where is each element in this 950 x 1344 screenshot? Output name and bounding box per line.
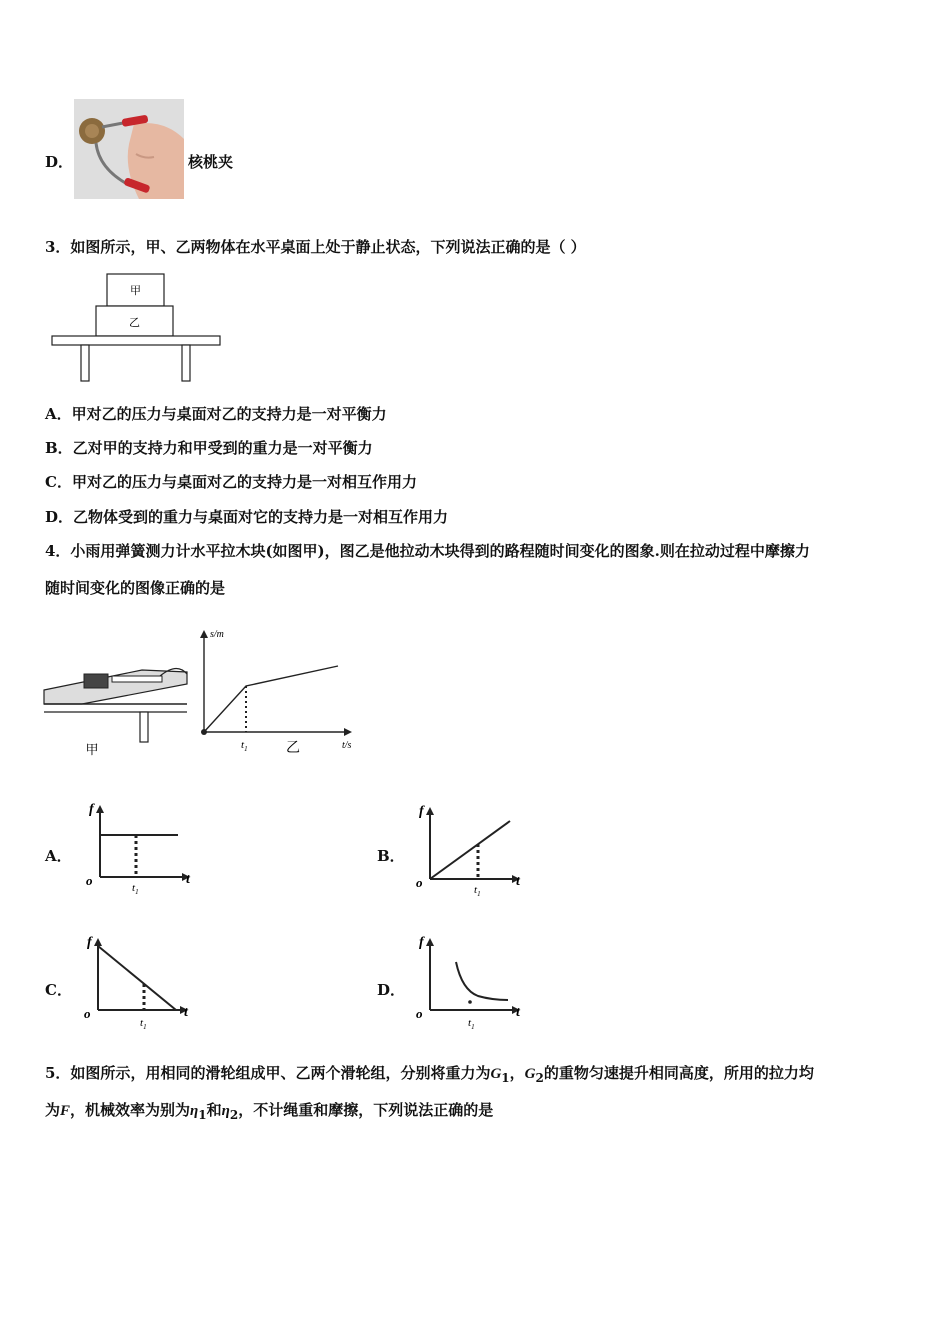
q4-fig-yi-graph <box>196 624 366 758</box>
q3-option-a: A．甲对乙的压力与桌面对乙的支持力是一对平衡力 <box>45 405 387 423</box>
tick-t1: $t_1$ <box>468 1017 475 1031</box>
origin: o <box>416 1006 423 1021</box>
tick-t1: $t_1$ <box>241 739 248 753</box>
q4-option-d-graph <box>412 928 532 1032</box>
wooden-block <box>84 674 108 688</box>
block-jia-label: 甲 <box>130 285 141 297</box>
y-axis-f: f <box>89 802 94 817</box>
x-axis-label: t/s <box>342 740 352 751</box>
q4-fig-jia <box>42 660 192 760</box>
q4-option-d-label: D． <box>377 981 406 999</box>
q3-option-c: C．甲对乙的压力与桌面对乙的支持力是一对相互作用力 <box>45 473 417 491</box>
walnut-cracker-photo <box>74 99 184 199</box>
q4-stem-line2: 随时间变化的图像正确的是 <box>45 579 226 597</box>
q4-option-a-label: A． <box>45 847 72 865</box>
q4-option-c-label: C． <box>45 981 72 999</box>
origin: o <box>84 1006 91 1021</box>
tabletop <box>52 336 220 345</box>
q4-option-b-graph <box>412 797 532 899</box>
block-yi-label: 乙 <box>129 317 140 329</box>
y-axis-f: f <box>419 935 424 950</box>
origin: o <box>416 875 423 890</box>
fig-yi-label: 乙 <box>286 741 300 756</box>
q3-stem: 3．如图所示，甲、乙两物体在水平桌面上处于静止状态，下列说法正确的是（ ） <box>45 238 586 256</box>
q5-stem-line1: 5．如图所示，用相同的滑轮组成甲、乙两个滑轮组，分别将重力为$G_1$，$G_2$的重物匀速提升相同高度，所用的拉力均 <box>45 1064 814 1085</box>
q4-option-b-label: B． <box>377 847 405 865</box>
y-axis-f: f <box>419 804 424 819</box>
tick-t1: $t_1$ <box>474 884 481 898</box>
q4-stem-line1: 4．小雨用弹簧测力计水平拉木块(如图甲)，图乙是他拉动木块得到的路程随时间变化的图象.则在拉动过程中摩擦力 <box>45 542 810 560</box>
x-axis-t: t <box>516 874 520 889</box>
y-axis-label: s/m <box>210 629 224 640</box>
q3-option-d: D．乙物体受到的重力与桌面对它的支持力是一对相互作用力 <box>45 508 449 526</box>
tick-t1: $t_1$ <box>140 1017 147 1031</box>
fig-jia-label: 甲 <box>85 742 99 757</box>
q5-stem-line2: 为F，机械效率为别为$\eta_1$和$\eta_2$，不计绳重和摩擦，下列说法正确的是 <box>45 1101 494 1122</box>
tick-t1: $t_1$ <box>132 882 139 896</box>
q4-option-a-graph <box>82 795 202 897</box>
y-axis-f: f <box>87 935 92 950</box>
spring-scale <box>112 676 162 682</box>
option-d-label: D． <box>45 153 74 171</box>
x-axis-t: t <box>184 1005 188 1020</box>
s-t-line <box>204 666 338 732</box>
x-axis-t: t <box>186 872 190 887</box>
origin: o <box>86 873 93 888</box>
x-axis-t: t <box>516 1005 520 1020</box>
q4-option-c-graph <box>80 928 200 1032</box>
option-d-text: 核桃夹 <box>188 153 234 171</box>
q3-option-b: B．乙对甲的支持力和甲受到的重力是一对平衡力 <box>45 439 373 457</box>
q3-figure <box>50 272 225 384</box>
table-leg-left <box>81 345 89 381</box>
table-leg-right <box>182 345 190 381</box>
